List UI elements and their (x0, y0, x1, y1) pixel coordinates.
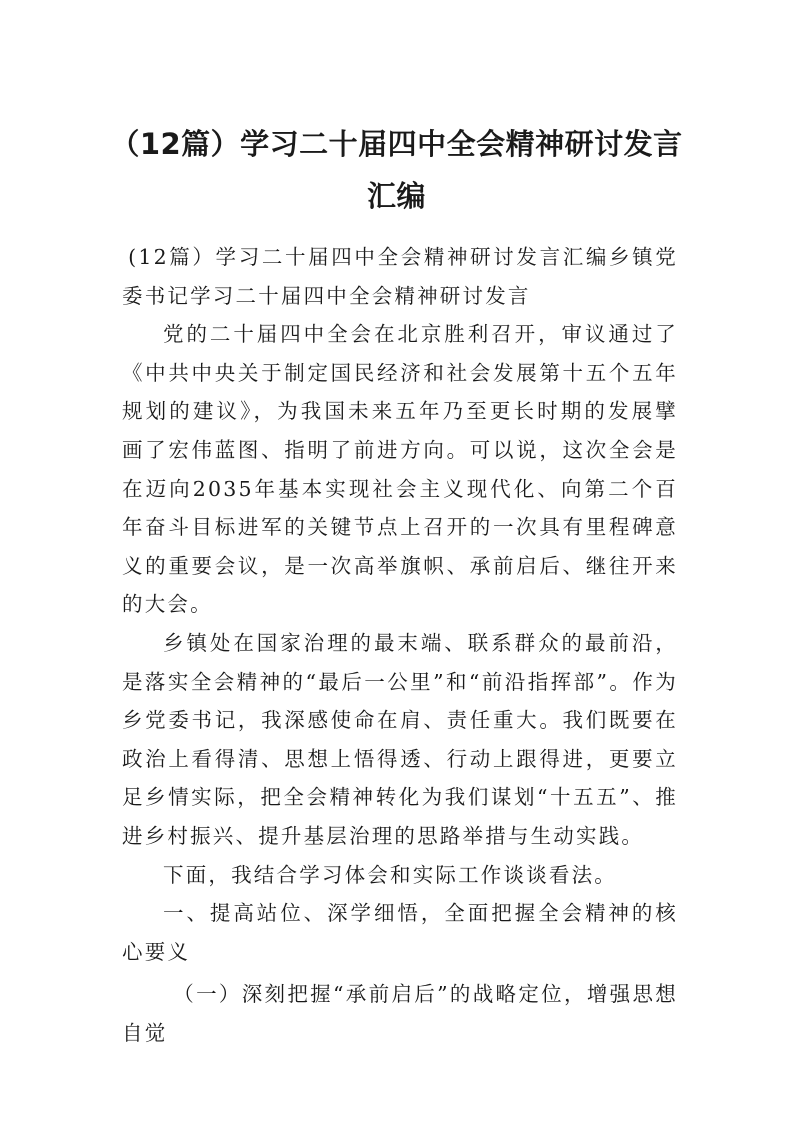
subsection-heading-1: （一）深刻把握“承前启后”的战略定位，增强思想自觉 (122, 982, 678, 1045)
paragraph-intro: 党的二十届四中全会在北京胜利召开，审议通过了《中共中央关于制定国民经济和社会发展第十五个五年规划的建议》，为我国未来五年乃至更长时期的发展擘画了宏伟蓝图、指明了前进方向。可以说，这次全会是在迈向2035年基本实现社会主义现代化、向第二个百年奋斗目标进军的关键节点上召开的一次具有里程碑意义的重要会议，是一次高举旗帜、承前启后、继往开来的大会。 (122, 322, 678, 617)
paragraph-subtitle: (12篇）学习二十届四中全会精神研讨发言汇编乡镇党委书记学习二十届四中全会精神研讨发言 (122, 245, 678, 308)
document-title-line-2: 汇编 (366, 179, 426, 213)
section-heading-1: 一、提高站位、深学细悟，全面把握全会精神的核心要义 (122, 901, 678, 964)
paragraph-township: 乡镇处在国家治理的最末端、联系群众的最前沿，是落实全会精神的“最后一公里”和“前沿指挥部”。作为乡党委书记，我深感使命在肩、责任重大。我们既要在政治上看得清、思想上悟得透、行动上跟得进，更要立足乡情实际，把全会精神转化为我们谋划“十五五”、推进乡村振兴、提升基层治理的思路举措与生动实践。 (122, 630, 678, 848)
paragraph-transition: 下面，我结合学习体会和实际工作谈谈看法。 (163, 862, 617, 887)
document-title-line-1: （12篇）学习二十届四中全会精神研讨发言 (110, 127, 683, 161)
document-body (122, 238, 678, 1052)
